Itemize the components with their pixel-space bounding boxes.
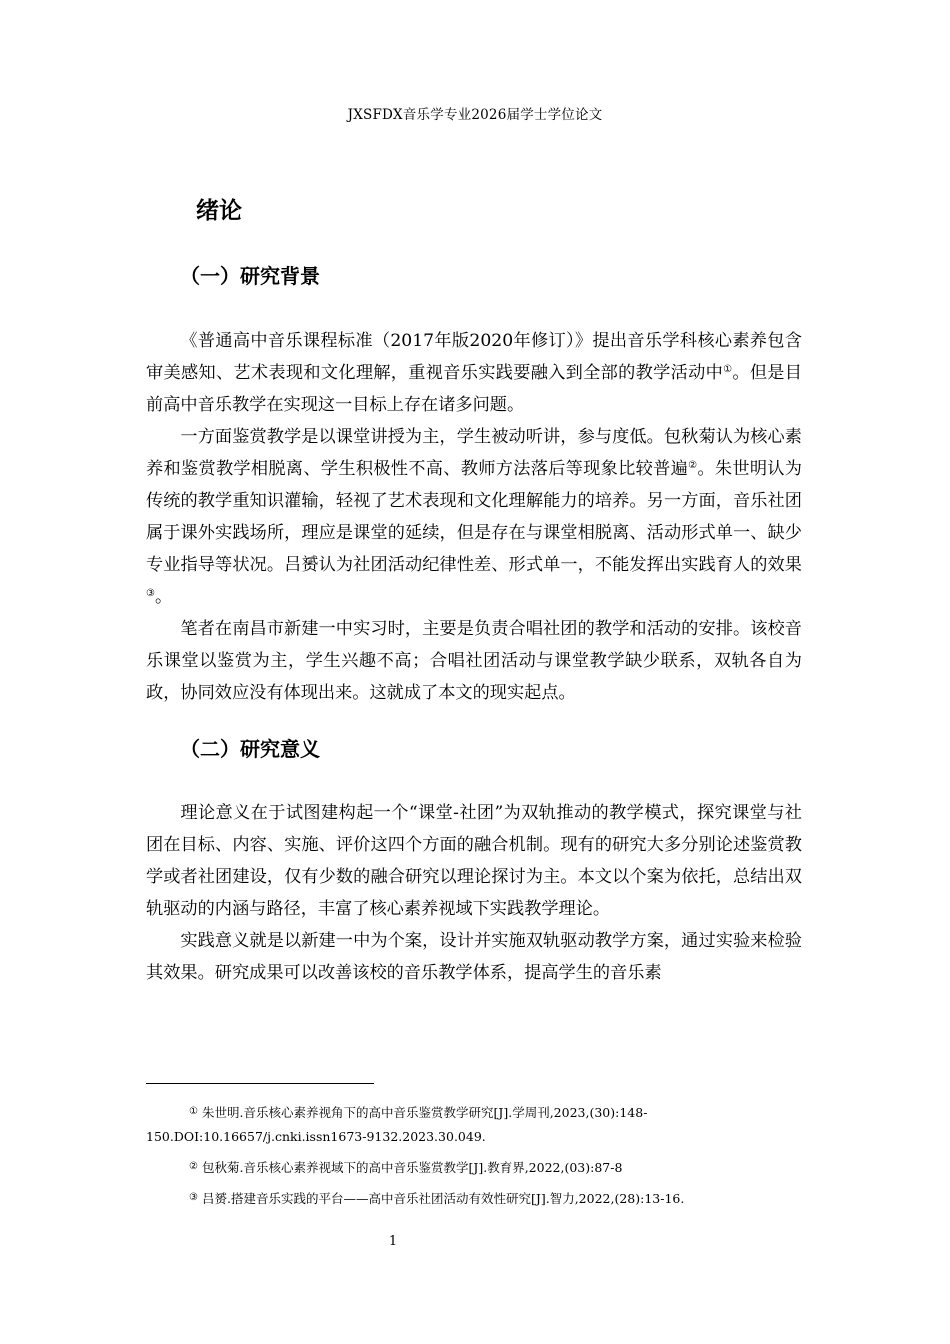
footnote-separator	[146, 1083, 374, 1084]
section-body-significance	[146, 797, 802, 989]
footnote-item: ③ 吕赟.搭建音乐实践的平台——高中音乐社团活动有效性研究[J].智力,2022,(28):13-16.	[146, 1186, 806, 1211]
paragraph: 实践意义就是以新建一中为个案，设计并实施双轨驱动教学方案，通过实验来检验其效果。研究成果可以改善该校的音乐教学体系，提高学生的音乐素	[146, 931, 802, 983]
footnote-ref[interactable]: ①	[723, 364, 733, 375]
footnote-mark: ②	[189, 1161, 198, 1172]
section-heading-significance: （二）研究意义	[180, 737, 320, 761]
chapter-title: 绪论	[196, 198, 242, 224]
footnote-item: ② 包秋菊.音乐核心素养视域下的高中音乐鉴赏教学[J].教育界,2022,(03):87-8	[146, 1155, 806, 1180]
footnotes	[146, 1100, 806, 1217]
page-number: 1	[388, 1234, 398, 1249]
paragraph: 一方面鉴赏教学是以课堂讲授为主，学生被动听讲，参与度低。包秋菊认为核心素养和鉴赏教学相脱离、学生积极性不高、教师方法落后等现象比较普遍②。朱世明认为传统的教学重知识灌输，轻视了艺术表现和文化理解能力的培养。另一方面，音乐社团属于课外实践场所，理应是课堂的延续，但是存在与课堂相脱离、活动形式单一、缺少专业指导等状况。吕赟认为社团活动纪律性差、形式单一，不能发挥出实践育人的效果③。	[146, 427, 802, 607]
paragraph: 理论意义在于试图建构起一个“课堂-社团”为双轨推动的教学模式，探究课堂与社团在目标、内容、实施、评价这四个方面的融合机制。现有的研究大多分别论述鉴赏教学或者社团建设，仅有少数的融合研究以理论探讨为主。本文以个案为依托，总结出双轨驱动的内涵与路径，丰富了核心素养视域下实践教学理论。	[146, 803, 802, 919]
footnote-mark: ③	[189, 1192, 198, 1203]
footnote-mark: ①	[189, 1106, 198, 1117]
section-heading-background: （一）研究背景	[180, 264, 320, 288]
section-body-background	[146, 325, 802, 709]
footnote-ref[interactable]: ②	[688, 460, 698, 471]
paragraph: 《普通高中音乐课程标准（2017年版2020年修订）》提出音乐学科核心素养包含审美感知、艺术表现和文化理解，重视音乐实践要融入到全部的教学活动中①。但是目前高中音乐教学在实现这一目标上存在诸多问题。	[146, 331, 802, 415]
paragraph: 笔者在南昌市新建一中实习时，主要是负责合唱社团的教学和活动的安排。该校音乐课堂以鉴赏为主，学生兴趣不高；合唱社团活动与课堂教学缺少联系，双轨各自为政，协同效应没有体现出来。这就成了本文的现实起点。	[146, 619, 802, 703]
running-header: JXSFDX音乐学专业2026届学士学位论文	[347, 107, 603, 123]
footnote-item: ① 朱世明.音乐核心素养视角下的高中音乐鉴赏教学研究[J].学周刊,2023,(30):148- 150.DOI:10.16657/j.cnki.issn1673-9132.2023.30.049.	[146, 1100, 806, 1149]
footnote-ref[interactable]: ③	[146, 588, 155, 599]
